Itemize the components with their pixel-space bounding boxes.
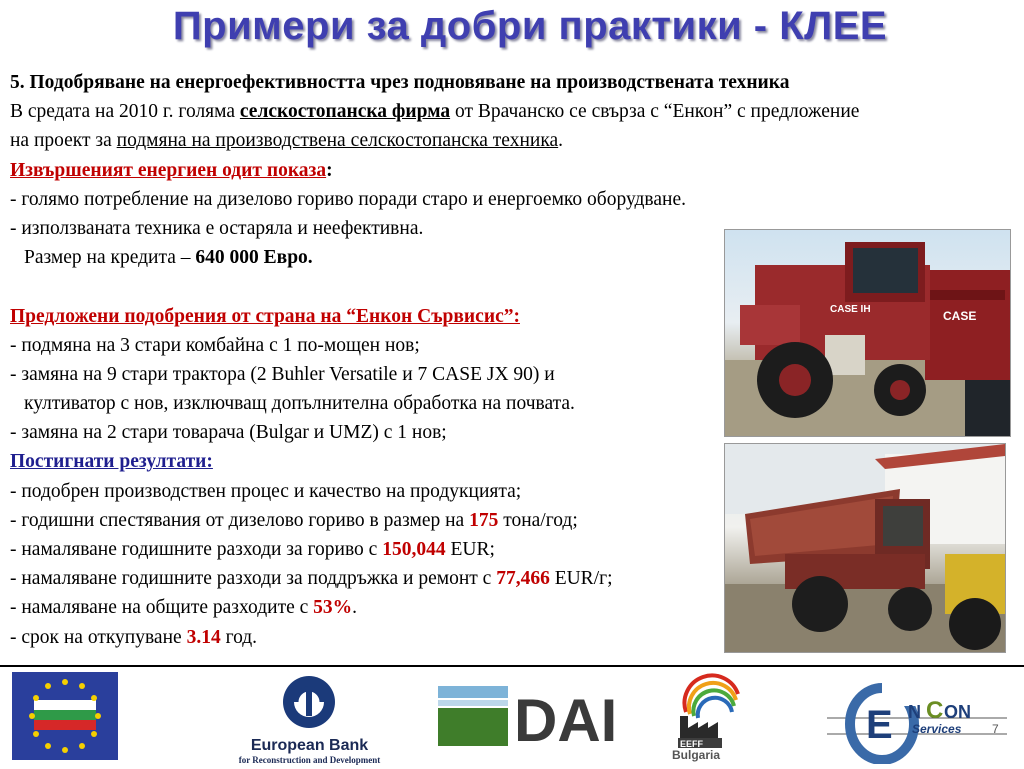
result-item-1: - подобрен производствен процес и качество на продукцията; <box>10 480 522 502</box>
ebrd-emblem-icon <box>212 674 407 732</box>
ebrd-subtitle: for Reconstruction and Development <box>238 755 381 765</box>
loader-tractor-photo <box>724 443 1006 653</box>
dai-stripes-icon <box>438 686 618 746</box>
text: - намаляване на общите разходите с <box>10 597 314 619</box>
ebrd-name: European Bank <box>250 737 369 754</box>
encon-letter-c: C <box>926 697 944 724</box>
proposal-item-3: - замяна на 2 стари товарача (Bulgar и UMZ) с 1 нов; <box>10 422 447 444</box>
text: от Врачанско се свърза с “Енкон” с предложение <box>450 101 860 123</box>
text: на проект за <box>10 130 117 152</box>
text: - годишни спестявания от дизелово гориво в размер на <box>10 509 470 531</box>
value-fuel-tons: 175 <box>469 509 499 531</box>
paragraph-line-1 <box>10 97 1020 126</box>
encon-letter-n: N <box>908 702 921 722</box>
audit-heading <box>10 156 1020 185</box>
eeff-logo <box>672 672 742 764</box>
proposal-item-1: - подмяна на 3 стари комбайна с 1 по-мощен нов; <box>10 334 420 356</box>
case-ih-logo-text: CASE IH <box>830 304 871 315</box>
eu-stars-icon <box>12 672 118 760</box>
text: - срок на откупуване <box>10 626 187 648</box>
value-payback-years: 3.14 <box>186 626 221 648</box>
text: : <box>326 159 333 181</box>
emphasis-company: селскостопанска фирма <box>239 101 451 123</box>
emphasis-project: подмяна на производствена селскостопанска техника <box>116 130 559 152</box>
paragraph-line-2 <box>10 126 1020 155</box>
slide-title: Примери за добри практики - КЛЕЕ <box>172 4 888 48</box>
encon-emblem-icon <box>822 678 1012 764</box>
ebrd-logo <box>212 674 407 764</box>
encon-services-text: Services <box>912 722 962 736</box>
eu-bulgaria-logo <box>12 672 118 760</box>
combine-harvester-photo <box>724 229 1011 437</box>
eeff-country: Bulgaria <box>672 748 721 762</box>
text: тона/год; <box>498 509 578 531</box>
value-fuel-eur: 150,044 <box>382 539 446 560</box>
encon-services-logo <box>822 678 1012 764</box>
encon-letter-e: E <box>866 703 893 747</box>
dai-wordmark: DAI <box>514 687 618 746</box>
text: В средата на 2010 г. голяма <box>10 101 240 123</box>
text: EUR; <box>445 539 495 560</box>
value-total-percent: 53% <box>313 597 353 619</box>
case-logo-text: CASE <box>943 309 977 323</box>
encon-letters-on: ON <box>944 702 971 722</box>
dai-logo <box>438 686 618 746</box>
credit-amount: 640 000 Евро. <box>195 247 313 269</box>
text: . <box>352 597 358 619</box>
text: EUR/г; <box>549 568 613 590</box>
audit-item-1: - голямо потребление на дизелово гориво поради старо и енергоемко оборудване. <box>10 188 686 210</box>
footer-divider <box>0 665 1024 667</box>
eeff-wordmark: EEFF <box>680 739 704 749</box>
value-maintenance-eur: 77,466 <box>496 568 550 590</box>
combine-harvester-illustration <box>725 230 1010 436</box>
text: год. <box>220 626 258 648</box>
proposal-item-2-cont: култиватор с нов, изключващ допълнителна обработка на почвата. <box>24 393 575 415</box>
text: . <box>558 130 564 152</box>
section-heading: 5. Подобряване на енергоефективността чрез подновяване на производствената техника <box>10 72 790 93</box>
loader-tractor-illustration <box>725 444 1005 652</box>
text: - намаляване годишните разходи за гориво с <box>10 539 383 560</box>
proposal-item-2: - замяна на 9 стари трактора (2 Buhler Versatile и 7 CASE JX 90) и <box>10 363 555 385</box>
proposals-label: Предложени подобрения от страна на “Енкон Сървисис”: <box>10 305 520 327</box>
results-label: Постигнати резултати: <box>10 451 213 473</box>
audit-label: Извършеният енергиен одит показа <box>10 159 327 181</box>
audit-item-2: - използваната техника е остаряла и неефективна. <box>10 217 424 239</box>
page-number: 7 <box>992 722 999 736</box>
text: - намаляване годишните разходи за поддръжка и ремонт с <box>10 568 497 590</box>
text: Размер на кредита – <box>24 247 196 269</box>
